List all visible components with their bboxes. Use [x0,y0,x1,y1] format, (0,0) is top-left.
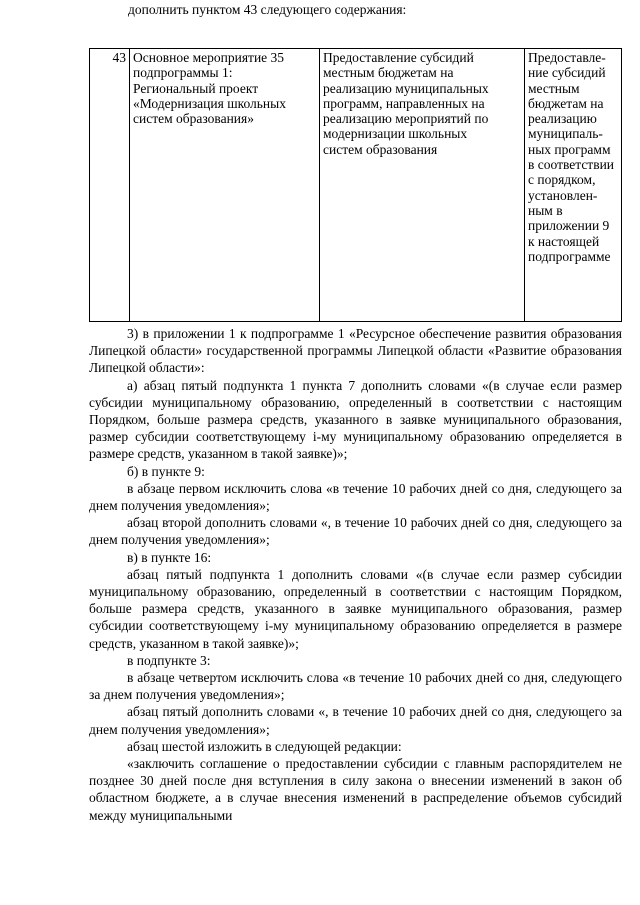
paragraph: в абзаце четвертом исключить слова «в течение 10 рабочих дней со дня, следующего за днем получения уведомления»; [89,670,622,703]
paragraph: б) в пункте 9: [127,463,205,479]
table-row [90,49,622,322]
document-body [89,325,622,824]
paragraph: в абзаце первом исключить слова «в течение 10 рабочих дней со дня, следующего за днем получения уведомления»; [89,480,622,514]
procedure-cell: Предоставле- ние субсидий местным бюджетам на реализацию муниципаль- ных программ в соответствии с порядком, установлен- ным в приложении 9 к настоящей подпрограмме [525,49,622,322]
activity-cell: Основное мероприятие 35 подпрограммы 1: Региональный проект «Модернизация школьных систем образования» [130,49,320,322]
paragraph: 3) в приложении 1 к подпрограмме 1 «Ресурсное обеспечение развития образования Липецкой области» государственной программы Липецкой области «Развитие образования Липецкой области»: [89,326,622,376]
row-number: 43 [90,49,130,322]
paragraph: абзац пятый дополнить словами «, в течение 10 рабочих дней со дня, следующего за днем получения уведомления»; [89,704,622,737]
paragraph: «заключить соглашение о предоставлении субсидии с главным распорядителем не позднее 30 дней после дня вступления в силу закона о внесении изменений в закон об областном бюджете, а в случае внесения изменений в распределение объемов субсидий между муниципальными [89,756,622,823]
amendment-table [89,48,622,322]
description-cell: Предоставление субсидий местным бюджетам на реализацию муниципальных программ, направленных на реализацию мероприятий по модернизации школьных систем образования [320,49,525,322]
paragraph: в) в пункте 16: [127,549,212,565]
paragraph: в подпункте 3: [127,652,211,668]
intro-line: дополнить пунктом 43 следующего содержания: [128,2,407,17]
paragraph: абзац второй дополнить словами «, в течение 10 рабочих дней со дня, следующего за днем получения уведомления»; [89,515,622,548]
paragraph: а) абзац пятый подпункта 1 пункта 7 дополнить словами «(в случае если размер субсидии муниципальному образованию, определенный в соответствии с настоящим Порядком, больше размера средств, указанного в заявке муниципального образования, размер субсидии соответствующему i-му муниципальному образованию определяется в размере средств, указанном в такой заявке)»; [89,377,622,462]
paragraph: абзац шестой изложить в следующей редакции: [127,738,402,754]
paragraph: абзац пятый подпункта 1 дополнить словами «(в случае если размер субсидии муниципальному образованию, определенный в соответствии с настоящим Порядком, больше размера средств, указанного в заявке муниципального образования, размер субсидии соответствующему i-му муниципальному образованию определяется в размере средств, указанном в такой заявке)»; [89,566,622,651]
